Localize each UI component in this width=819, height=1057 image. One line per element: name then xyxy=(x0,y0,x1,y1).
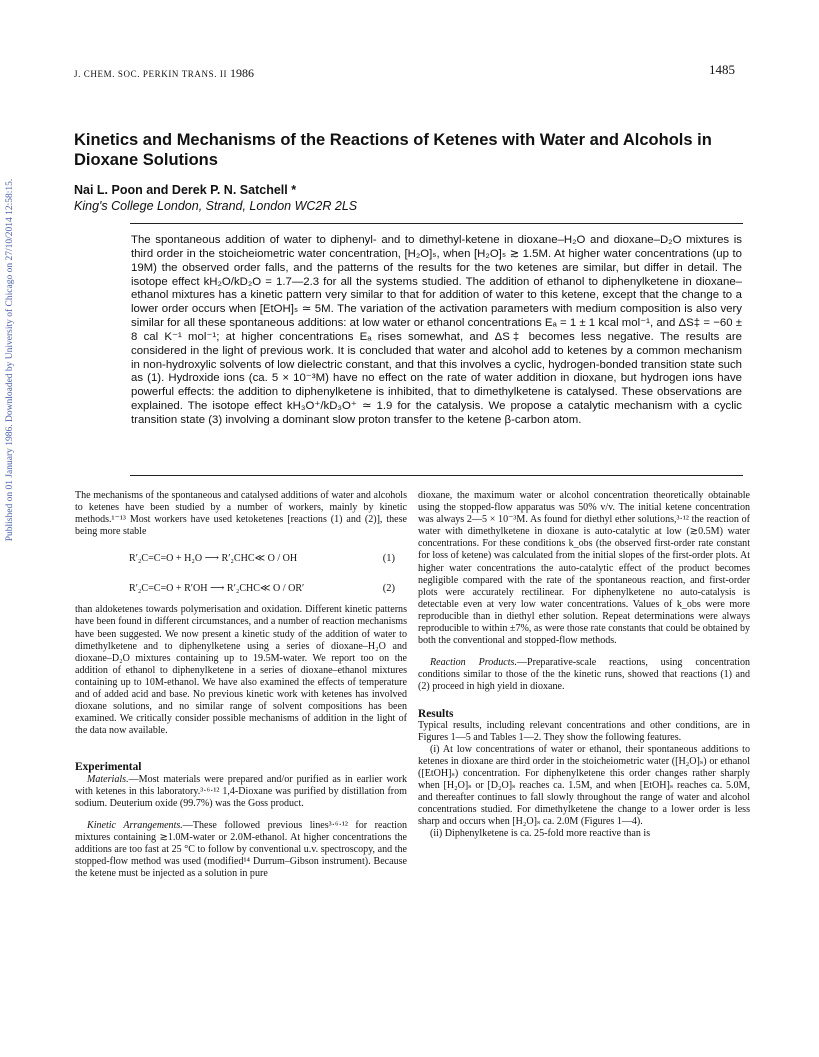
page-number: 1485 xyxy=(709,62,735,77)
article-authors: Nai L. Poon and Derek P. N. Satchell * xyxy=(74,183,297,197)
equation-1 xyxy=(75,544,407,574)
materials-text: —Most materials were prepared and/or purified as in earlier work with ketenes in this laboratory.³·⁶·¹² 1,4-Dioxane was purified by distillation from sodium. Deuterium oxide (99.7%) was the Goss product. xyxy=(75,773,407,809)
kinetic-label: Kinetic Arrangements. xyxy=(87,819,183,831)
abstract: The spontaneous addition of water to diphenyl- and to dimethyl-ketene in dioxane–H₂O and dioxane–D₂O mixtures is third order in the stoicheiometric water concentration, [H₂O]ₛ, when [H₂O]ₛ ≳ 1.5M. At higher water concentrations (up to 19M) the observed order falls, and the patterns of the results for the two ketenes are similar, but differ in detail. The isotope effect kH₂O/kD₂O = 1.7—2.3 for all the systems studied. The addition of ethanol to diphenylketene in dioxane–ethanol mixtures has a kinetic pattern very similar to that for addition of water to this ketene, except that the change to a lower order occurs when [EtOH]ₛ ≃ 5M. The variation of the activation parameters with medium composition is also very similar for all these spontaneous additions: at low water or ethanol concentrations Eₐ = 1 ± 1 kcal mol⁻¹, and ΔS‡ = −60 ± 8 cal K⁻¹ mol⁻¹; at higher concentrations Eₐ rises somewhat, and ΔS‡ becomes less negative. The results are considered in the light of previous work. It is concluded that water and alcohol add to ketenes by a common mechanism in non-hydroxylic solvents of low dielectric constant, and that this involves a cyclic, hydrogen-bonded transition state such as (1). Hydroxide ions (ca. 5 × 10⁻³M) have no effect on the rate of water addition in dioxane, but hydrogen ions have powerful effects: the addition to diphenylketene is inhibited, that to dimethylketene is catalysed. These observations are explained. The isotope effect kH₃O⁺/kD₃O⁺ ≃ 1.9 for the catalysis. We propose a catalytic mechanism with a cyclic transition state (3) involving a dominant slow proton transfer to the ketene β-carbon atom. xyxy=(131,234,742,426)
intro-paragraph-2: than aldoketenes towards polymerisation and oxidation. Different kinetic patterns have been found in different circumstances, and a number of reaction mechanisms have been suggested. We now present a kinetic study of the addition of water to dimethylketene and to diphenylketene using a series of dioxane–H₂O and dioxane–D₂O mixtures containing up to 19.5M-water. We report too on the addition of ethanol to diphenylketene in a series of dioxane–ethanol mixtures containing up to 10M-ethanol. We have also examined the effects of temperature and of added acid and base. No previous kinetic work with ketenes has involved dioxane solutions, and no similar range of solvent compositions has been examined. We critically consider possible mechanisms of addition in the light of the data now available. xyxy=(75,604,407,737)
journal-name: J. CHEM. SOC. PERKIN TRANS. II xyxy=(74,69,228,79)
journal-year: 1986 xyxy=(229,66,254,80)
results-paragraph-2: (i) At low concentrations of water or ethanol, their spontaneous additions to ketenes in dioxane are third order in the stoicheiometric water ([H₂O]ₛ) or ethanol ([EtOH]ₛ) concentration. For diphenylketene this order changes rather sharply when [H₂O]ₛ or [D₂O]ₛ reaches ca. 1.5M, and when [EtOH]ₛ reaches ca. 5.0M, and thereafter continues to fall slowly throughout the range of water and alcohol concentrations studied. For dimethylketene the change to a lower order is less sharp and occurs when [H₂O]ₛ ca. 2.0M (Figures 1—4). xyxy=(418,743,750,828)
intro-paragraph-1: The mechanisms of the spontaneous and catalysed additions of water and alcohols to ketenes have been studied by a number of workers, mainly by kinetic methods.¹⁻¹³ Most workers have used ketoketenes [reactions (1) and (2)], these being more stable xyxy=(75,490,407,538)
download-stamp xyxy=(0,60,20,660)
equation-1-number: (1) xyxy=(382,553,395,565)
products-text: —Preparative-scale reactions, using concentration conditions similar to those of the the kinetic runs, showed that reactions (1) and (2) proceed in high yield in dioxane. xyxy=(418,657,750,693)
kinetic-text: —These followed previous lines³·⁶·¹² for reaction mixtures containing ≳1.0M-water or 2.0M-ethanol. At higher concentrations the additions are too fast at 25 °C to follow by conventional u.v. spectroscopy, and the stopped-flow method was used (modified¹⁴ Durrum–Gibson instrument). Because the ketene must be injected as a solution in pure xyxy=(75,819,407,880)
equation-1-formula: R′₂C=C=O + H₂O ⟶ R′₂CHC≪ O / OH xyxy=(129,553,298,565)
equation-2 xyxy=(75,574,407,604)
kinetic-paragraph xyxy=(75,820,407,880)
materials-paragraph xyxy=(75,774,407,810)
abstract-top-rule xyxy=(130,223,743,224)
right-column xyxy=(418,490,750,841)
left-column xyxy=(75,490,407,880)
equation-2-number: (2) xyxy=(382,583,395,595)
equation-2-formula: R′₂C=C=O + R′OH ⟶ R′₂CHC≪ O / OR′ xyxy=(129,583,305,595)
download-stamp-text: Published on 01 January 1986. Downloaded by University of Chicago on 27/10/2014 12:58:15. xyxy=(5,178,15,542)
running-header xyxy=(74,66,254,81)
article-title: Kinetics and Mechanisms of the Reactions of Ketenes with Water and Alcohols in Dioxane Solutions xyxy=(74,131,712,169)
products-paragraph xyxy=(418,657,750,693)
results-paragraph-3: (ii) Diphenylketene is ca. 25-fold more reactive than is xyxy=(430,828,651,840)
methods-paragraph: dioxane, the maximum water or alcohol concentration theoretically obtainable using the stopped-flow apparatus was 50% v/v. The initial ketene concentration was always 2—5 × 10⁻³M. As found for diethyl ether solutions,³·¹² the reaction of water with dimethylketene in dioxane is auto-catalytic at low (≳0.5M) water concentrations. For these conditions k_obs (the observed first-order rate constant for loss of ketene) was calculated from the initial slopes of the first-order plots. At higher water concentrations the auto-catalytic effect of the product becomes negligible compared with the rate of the spontaneous reaction, and first-order plots were accurately rectilinear. For diphenylketene no auto-catalysis is detectable even at very low water concentrations. Values of k_obs were more reproducible than in diethyl ether solution. Repeat determinations were always reproducible to within ±7%, as were those rate constants that could be obtained by both the conventional and stopped-flow methods. xyxy=(418,490,750,647)
article-affiliation: King's College London, Strand, London WC2R 2LS xyxy=(74,199,358,213)
materials-label: Materials. xyxy=(87,773,129,785)
abstract-bottom-rule xyxy=(130,475,743,476)
results-heading: Results xyxy=(418,707,454,720)
results-paragraph-1: Typical results, including relevant concentrations and other conditions, are in Figures 1—5 and Tables 1—2. They show the following features. xyxy=(418,719,750,743)
experimental-heading: Experimental xyxy=(75,761,142,774)
products-label: Reaction Products. xyxy=(430,657,517,669)
